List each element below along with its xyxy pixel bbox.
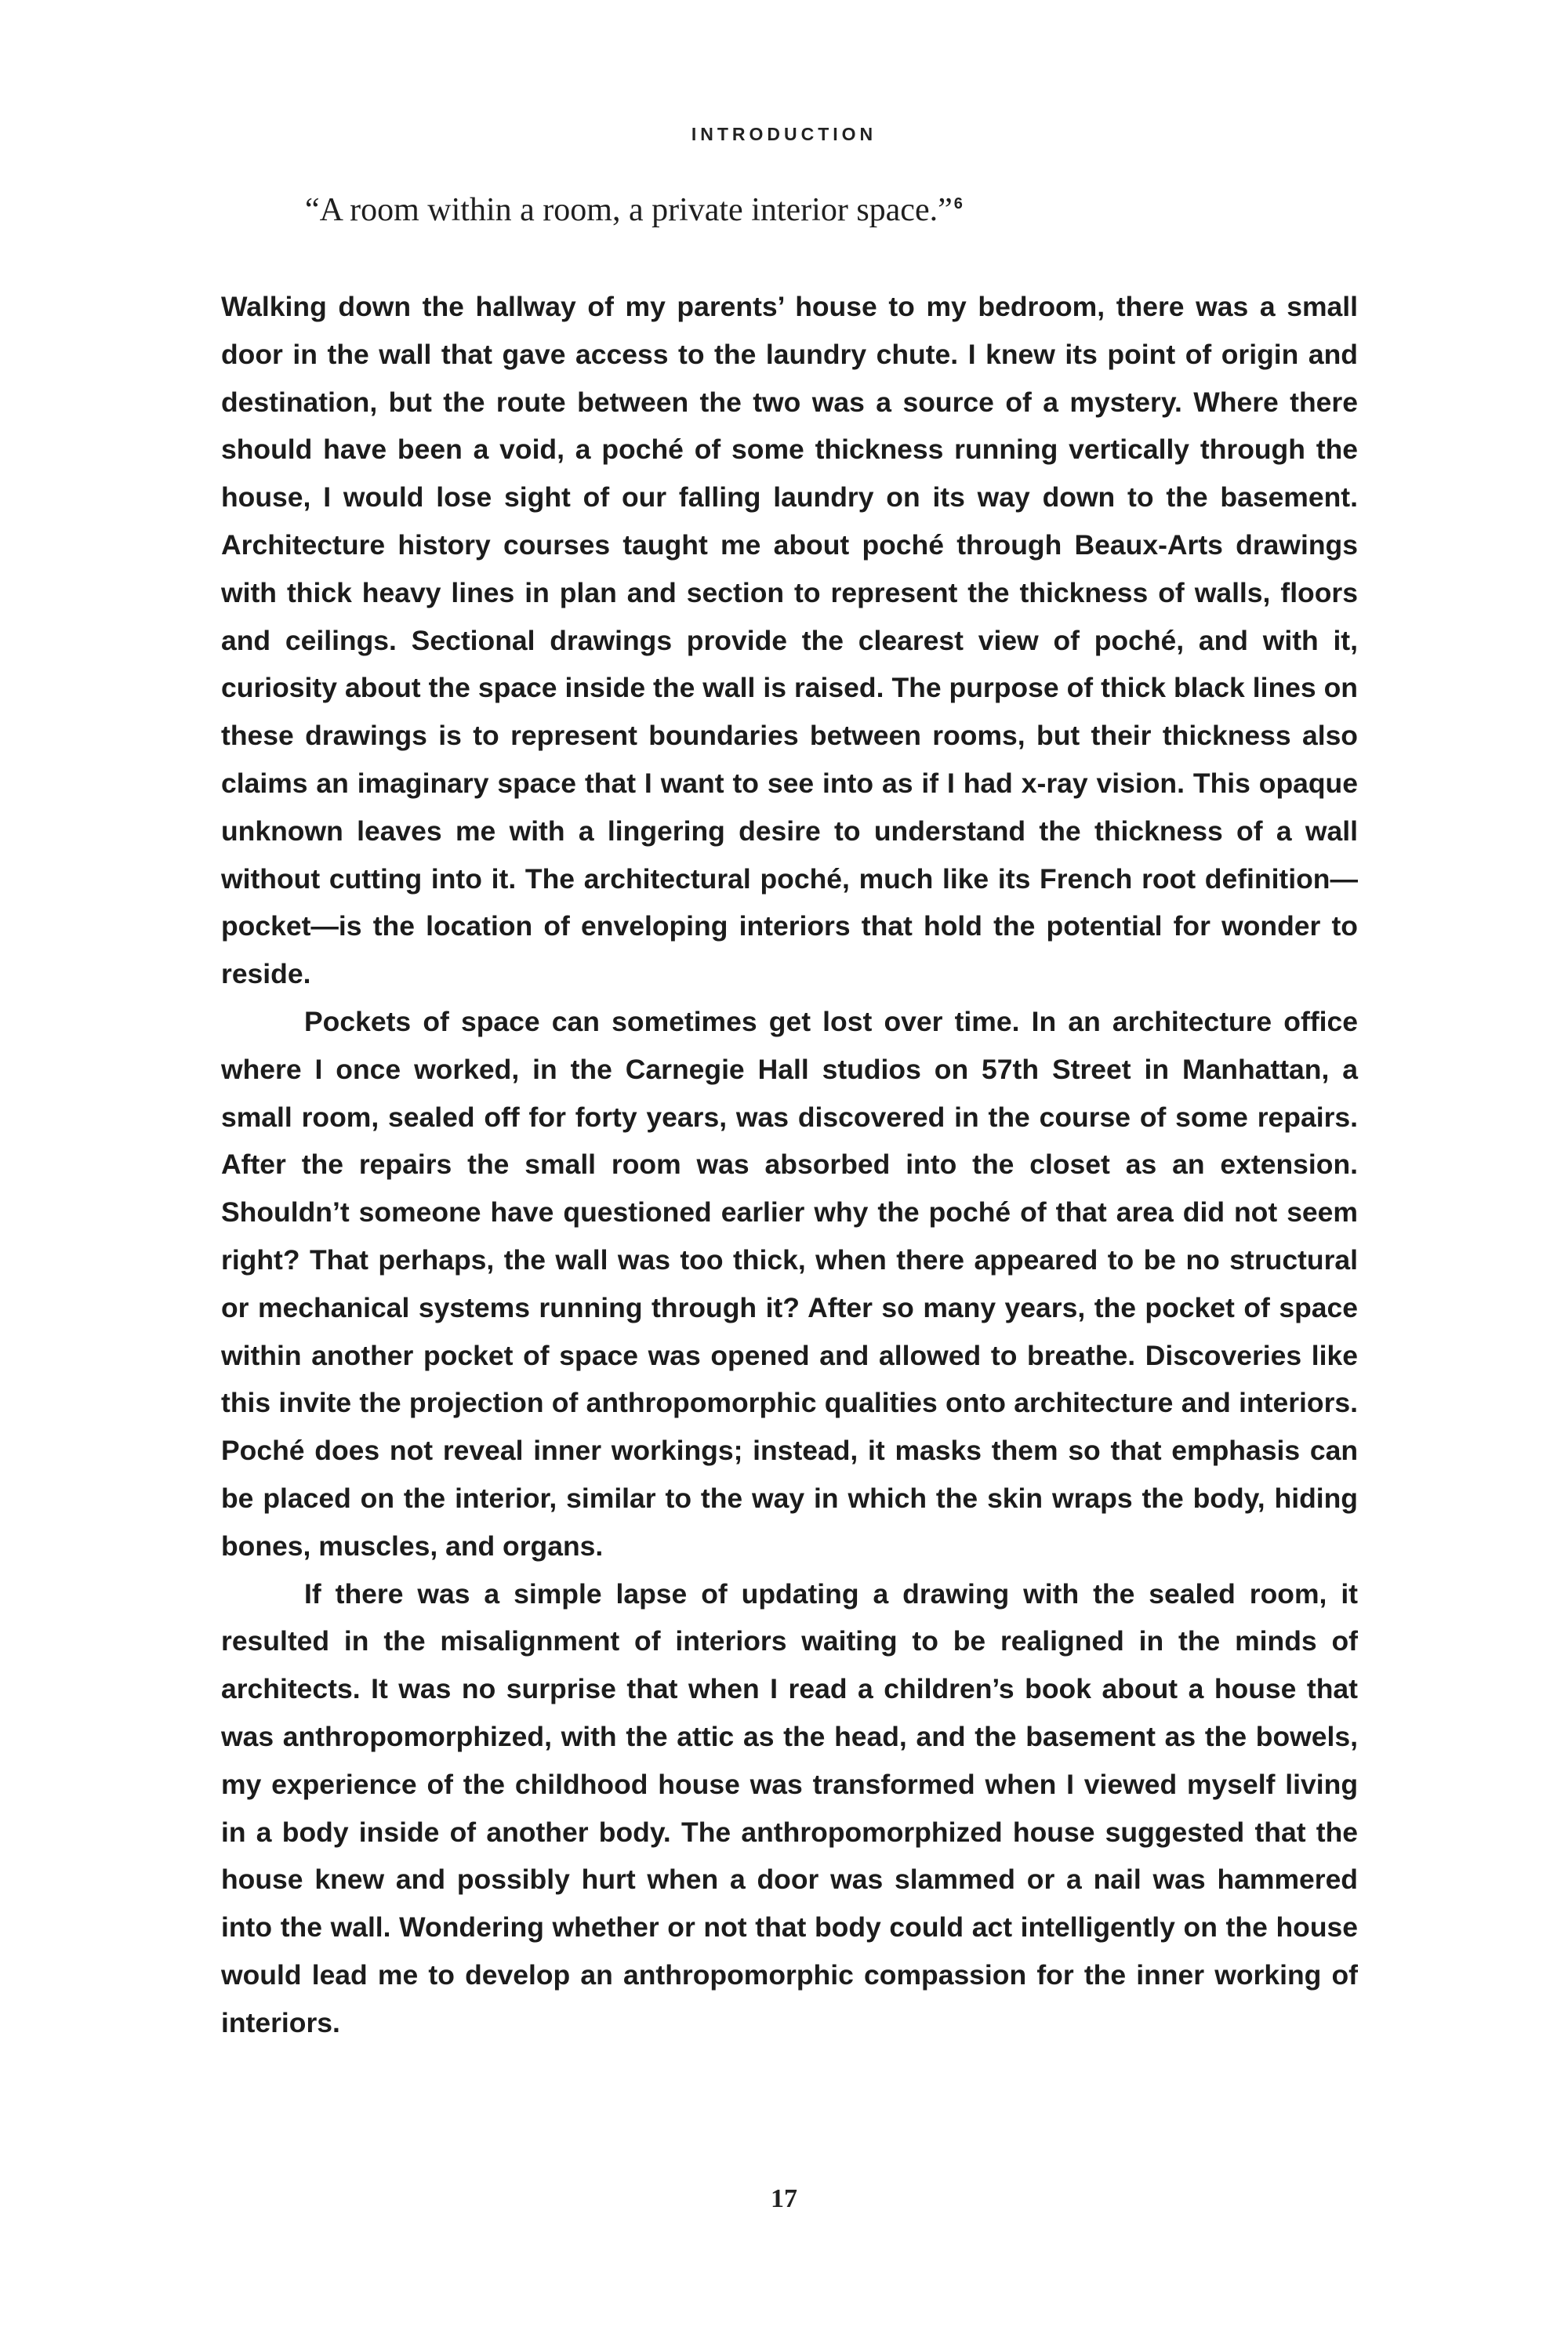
body-text [221,283,1358,2046]
paragraph: Walking down the hallway of my parents’ house to my bedroom, there was a small door in the wall that gave access to the laundry chute. I knew its point of origin and destination, but the route between the two was a source of a mystery. Where there should have been a void, a poché of some thickness running vertically through the house, I would lose sight of our falling laundry on its way down to the basement. Architecture history courses taught me about poché through Beaux-Arts drawings with thick heavy lines in plan and section to represent the thickness of walls, floors and ceilings. Sectional drawings provide the clearest view of poché, and with it, curiosity about the space inside the wall is raised. The purpose of thick black lines on these drawings is to represent boundaries between rooms, but their thickness also claims an imaginary space that I want to see into as if I had x-ray vision. This opaque unknown leaves me with a lingering desire to understand the thickness of a wall without cutting into it. The architectural poché, much like its French root definition—pocket—is the location of enveloping interiors that hold the potential for wonder to reside. [221,291,1358,990]
footnote-reference: 6 [953,195,963,212]
epigraph-text: “A room within a room, a private interior space.” [305,192,953,228]
epigraph [305,191,963,229]
paragraph: If there was a simple lapse of updating a drawing with the sealed room, it resulted in the misalignment of interiors waiting to be realigned in the minds of architects. It was no surprise that when I read a children’s book about a house that was anthropomorphized, with the attic as the head, and the basement as the bowels, my experience of the childhood house was transformed when I viewed myself living in a body inside of another body. The anthropomorphized house suggested that the house knew and possibly hurt when a door was slammed or a nail was hammered into the wall. Wondering whether or not that body could act intelligently on the house would lead me to develop an anthropomorphic compassion for the inner working of interiors. [221,1577,1358,2038]
running-head: INTRODUCTION [691,124,877,144]
paragraph: Pockets of space can sometimes get lost over time. In an architecture office where I once worked, in the Carnegie Hall studios on 57th Street in Manhattan, a small room, sealed off for forty years, was discovered in the course of some repairs. After the repairs the small room was absorbed into the closet as an extension. Shouldn’t someone have questioned earlier why the poché of that area did not seem right? That perhaps, the wall was too thick, when there appeared to be no structural or mechanical systems running through it? After so many years, the pocket of space within another pocket of space was opened and allowed to breathe. Discoveries like this invite the projection of anthropomorphic qualities onto architecture and interiors. Poché does not reveal inner workings; instead, it masks them so that emphasis can be placed on the interior, similar to the way in which the skin wraps the body, hiding bones, muscles, and organs. [221,1005,1358,1562]
page-number: 17 [771,2184,797,2213]
